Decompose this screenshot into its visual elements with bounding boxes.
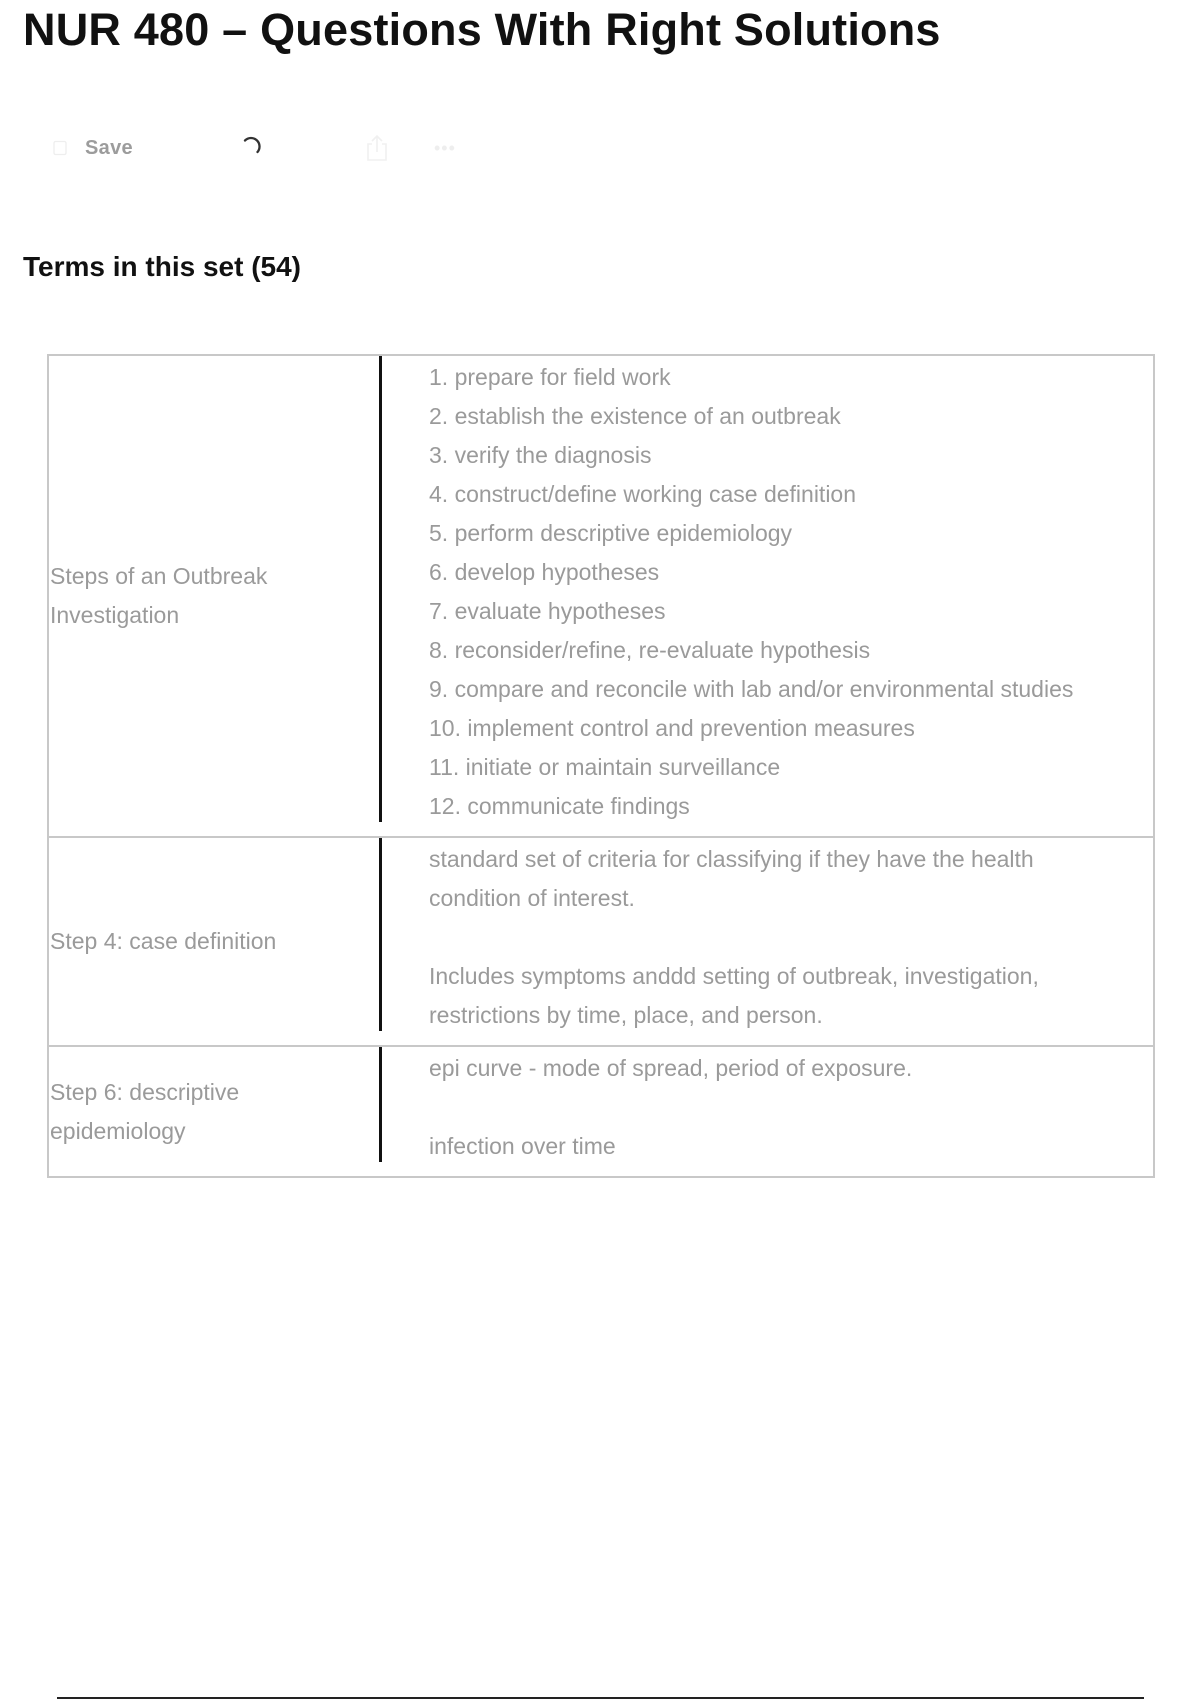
term-cell	[48, 355, 379, 837]
definition-line: 5. perform descriptive epidemiology	[429, 520, 793, 546]
definition-line: 12. communicate findings	[429, 793, 690, 819]
definition-line: standard set of criteria for classifying if they have the health condition of interest.	[429, 846, 1034, 911]
definition-line: 3. verify the diagnosis	[429, 442, 652, 468]
definition-cell	[379, 837, 1154, 1046]
definition-line: 8. reconsider/refine, re-evaluate hypothesis	[429, 637, 871, 663]
bookmark-icon	[52, 140, 68, 156]
save-button[interactable]	[52, 118, 133, 178]
card-divider	[379, 838, 382, 1031]
definition-spacer	[429, 918, 1113, 957]
term-card-row	[48, 837, 1154, 1046]
page-title: NUR 480 – Questions With Right Solutions	[23, 4, 941, 55]
definition-line: 6. develop hypotheses	[429, 559, 660, 585]
terms-count-heading: Terms in this set (54)	[23, 251, 302, 282]
card-divider	[379, 1047, 382, 1162]
term-cell	[48, 837, 379, 1046]
term-text: Step 6: descriptive epidemiology	[50, 1078, 240, 1144]
toolbar	[0, 118, 600, 178]
term-card-row	[48, 1046, 1154, 1177]
definition-line: 7. evaluate hypotheses	[429, 598, 666, 624]
definition-line: 2. establish the existence of an outbreak	[429, 403, 841, 429]
terms-table-body	[48, 355, 1154, 1177]
definition-content	[379, 838, 1153, 1045]
card-divider	[379, 356, 382, 822]
save-button-label: Save	[85, 136, 133, 159]
definition-content	[379, 1047, 1153, 1176]
definition-cell	[379, 1046, 1154, 1177]
definition-line: 10. implement control and prevention measures	[429, 715, 915, 741]
definition-line: 4. construct/define working case definition	[429, 481, 857, 507]
definition-line: 11. initiate or maintain surveillance	[429, 754, 781, 780]
definition-content	[379, 356, 1153, 836]
loading-spinner-icon	[241, 136, 265, 160]
definition-line: Includes symptoms anddd setting of outbreak, investigation, restrictions by time, place, and person.	[429, 963, 1039, 1028]
share-icon	[364, 133, 390, 163]
more-options-icon: •••	[434, 137, 456, 158]
definition-line: 1. prepare for field work	[429, 364, 671, 390]
footer-divider	[57, 1697, 1144, 1699]
terms-table	[47, 354, 1155, 1178]
loading-button[interactable]	[241, 118, 265, 178]
definition-line: epi curve - mode of spread, period of exposure.	[429, 1055, 913, 1081]
term-cell	[48, 1046, 379, 1177]
term-text: Steps of an Outbreak Investigation	[50, 563, 268, 628]
definition-spacer	[429, 1088, 1113, 1127]
more-options-button[interactable]	[434, 118, 456, 178]
share-button[interactable]	[364, 118, 390, 178]
term-text: Step 4: case definition	[50, 928, 277, 954]
definition-cell	[379, 355, 1154, 837]
definition-line: 9. compare and reconcile with lab and/or environmental studies	[429, 676, 1074, 702]
term-card-row	[48, 355, 1154, 837]
definition-line: infection over time	[429, 1133, 616, 1159]
